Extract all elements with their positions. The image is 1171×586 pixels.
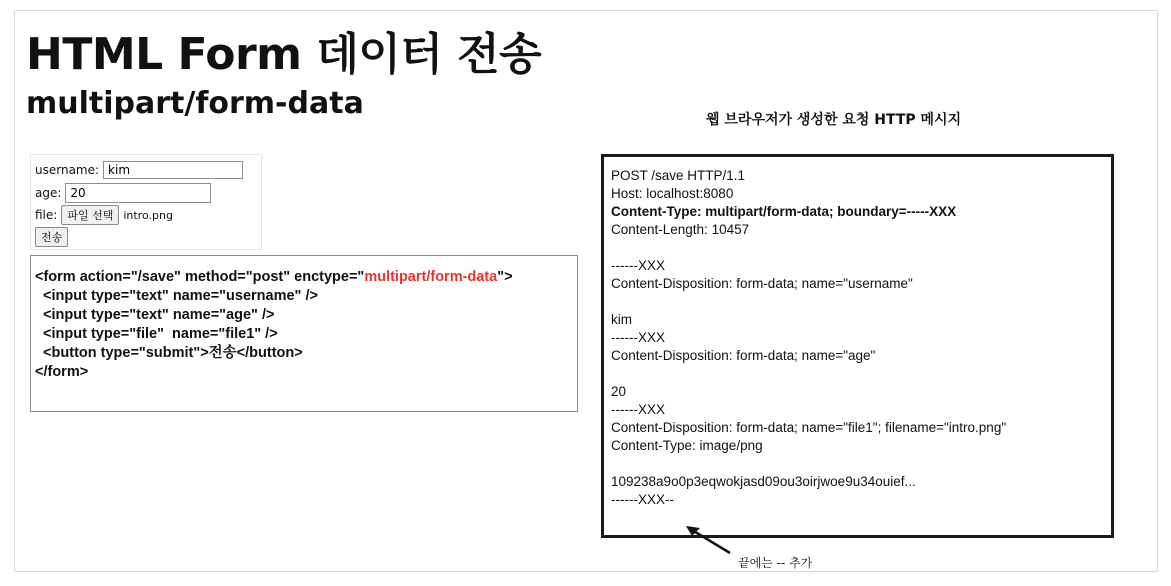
http-line: kim xyxy=(611,312,632,327)
code-line-button: <button type="submit">전송</button> xyxy=(35,345,303,361)
http-line: 109238a9o0p3eqwokjasd09ou3oirjwoe9u34ouief... xyxy=(611,474,916,489)
http-line: POST /save HTTP/1.1 xyxy=(611,168,746,183)
code-line-input-file: <input type="file" name="file1" /> xyxy=(35,326,278,342)
http-line-boundary-end: ------XXX-- xyxy=(611,492,674,507)
code-line-input-age: <input type="text" name="age" /> xyxy=(35,307,275,323)
code-form-close-bracket: "> xyxy=(497,269,513,285)
username-label: username: xyxy=(35,163,100,177)
http-line-blank xyxy=(611,239,1104,257)
form-demo xyxy=(30,154,262,250)
html-code-box xyxy=(30,255,578,412)
http-line: Content-Disposition: form-data; name="file1"; filename="intro.png" xyxy=(611,420,1007,435)
code-enctype-value: multipart/form-data xyxy=(364,269,498,285)
http-line-content-type: Content-Type: multipart/form-data; boundary=-----XXX xyxy=(611,204,957,219)
http-line: Host: localhost:8080 xyxy=(611,186,734,201)
age-input[interactable] xyxy=(65,183,211,203)
http-line: Content-Length: 10457 xyxy=(611,222,750,237)
file-row xyxy=(35,205,173,225)
http-line-blank xyxy=(611,365,1104,383)
submit-button[interactable]: 전송 xyxy=(35,227,68,247)
http-message-box xyxy=(601,154,1114,538)
slide-subtitle: multipart/form-data xyxy=(26,86,364,121)
code-line-form-close: </form> xyxy=(35,364,89,380)
file-label: file: xyxy=(35,208,58,222)
username-row xyxy=(35,161,243,179)
code-line-form-open xyxy=(35,268,573,287)
http-line-boundary: ------XXX xyxy=(611,402,665,417)
code-line-input-username: <input type="text" name="username" /> xyxy=(35,288,318,304)
http-line: Content-Disposition: form-data; name="age" xyxy=(611,348,876,363)
file-name: intro.png xyxy=(123,208,173,222)
age-row xyxy=(35,183,211,203)
http-line-boundary: ------XXX xyxy=(611,258,665,273)
http-line-boundary: ------XXX xyxy=(611,330,665,345)
http-line-blank xyxy=(611,293,1104,311)
annotation-note: 끝에는 -- 추가 xyxy=(738,556,813,570)
http-line: Content-Disposition: form-data; name="username" xyxy=(611,276,913,291)
code-form-attrs: <form action="/save" method="post" enctype=" xyxy=(35,269,365,285)
slide-title: HTML Form 데이터 전송 xyxy=(26,29,542,80)
file-select-button[interactable]: 파일 선택 xyxy=(61,205,119,225)
http-line: Content-Type: image/png xyxy=(611,438,763,453)
submit-row xyxy=(35,227,68,247)
http-line-blank xyxy=(611,455,1104,473)
username-input[interactable] xyxy=(103,161,243,179)
arrow-icon xyxy=(680,520,740,560)
age-label: age: xyxy=(35,186,62,200)
http-line: 20 xyxy=(611,384,627,399)
http-message-caption: 웹 브라우저가 생성한 요청 HTTP 메시지 xyxy=(706,112,962,128)
